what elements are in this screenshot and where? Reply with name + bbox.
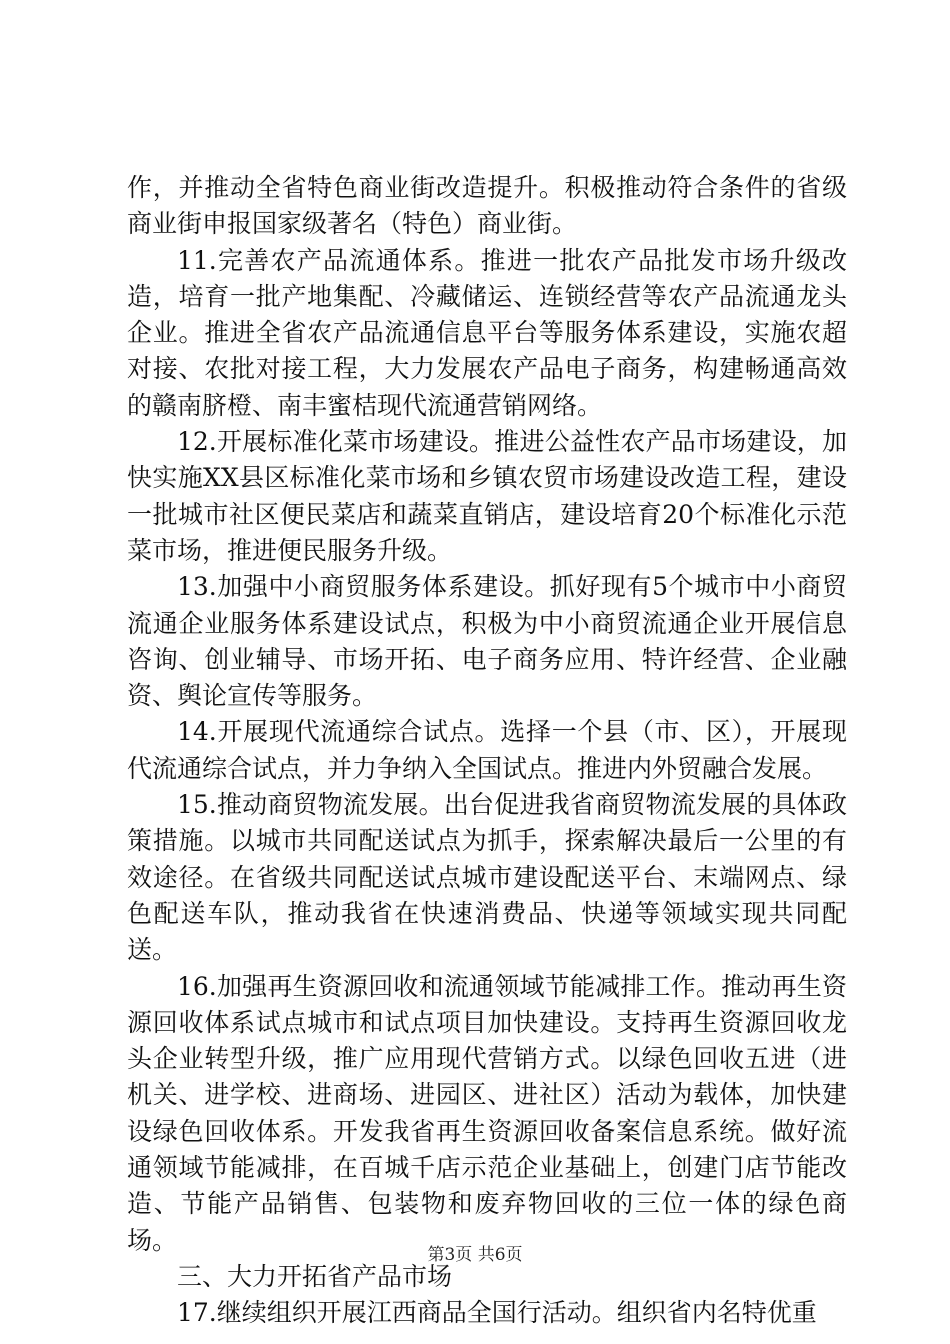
paragraph-item-17: 17.继续组织开展江西商品全国行活动。组织省内名特优重: [177, 1298, 817, 1328]
section-heading-3: 三、大力开拓省产品市场: [177, 1261, 453, 1291]
page-footer: 第3页 共6页: [427, 1245, 523, 1265]
paragraph-item-14: 14.开展现代流通综合试点。选择一个县（市、区），开展现代流通综合试点，并力争纳入全国试点。推进内外贸融合发展。: [127, 717, 847, 783]
paragraph-continuation: 作，并推动全省特色商业街改造提升。积极推动符合条件的省级商业街申报国家级著名（特色）商业街。: [127, 173, 847, 239]
document-body: [127, 170, 847, 1332]
paragraph-item-15: 15.推动商贸物流发展。出台促进我省商贸物流发展的具体政策措施。以城市共同配送试点为抓手，探索解决最后一公里的有效途径。在省级共同配送试点城市建设配送平台、末端网点、绿色配送车队，推动我省在快速消费品、快递等领域实现共同配送。: [127, 790, 847, 965]
paragraph-item-12: 12.开展标准化菜市场建设。推进公益性农产品市场建设，加快实施XX县区标准化菜市场和乡镇农贸市场建设改造工程，建设一批城市社区便民菜店和蔬菜直销店，建设培育20个标准化示范菜市场，推进便民服务升级。: [127, 427, 847, 565]
paragraph-item-11: 11.完善农产品流通体系。推进一批农产品批发市场升级改造，培育一批产地集配、冷藏储运、连锁经营等农产品流通龙头企业。推进全省农产品流通信息平台等服务体系建设，实施农超对接、农批对接工程，大力发展农产品电子商务，构建畅通高效的赣南脐橙、南丰蜜桔现代流通营销网络。: [127, 245, 847, 420]
paragraph-item-16: 16.加强再生资源回收和流通领域节能减排工作。推动再生资源回收体系试点城市和试点项目加快建设。支持再生资源回收龙头企业转型升级，推广应用现代营销方式。以绿色回收五进（进机关、进学校、进商场、进园区、进社区）活动为载体，加快建设绿色回收体系。开发我省再生资源回收备案信息系统。做好流通领域节能减排，在百城千店示范企业基础上，创建门店节能改造、节能产品销售、包装物和废弃物回收的三位一体的绿色商场。: [127, 971, 847, 1255]
paragraph-item-13: 13.加强中小商贸服务体系建设。抓好现有5个城市中小商贸流通企业服务体系建设试点，积极为中小商贸流通企业开展信息咨询、创业辅导、市场开拓、电子商务应用、特许经营、企业融资、舆论宣传等服务。: [127, 572, 847, 711]
